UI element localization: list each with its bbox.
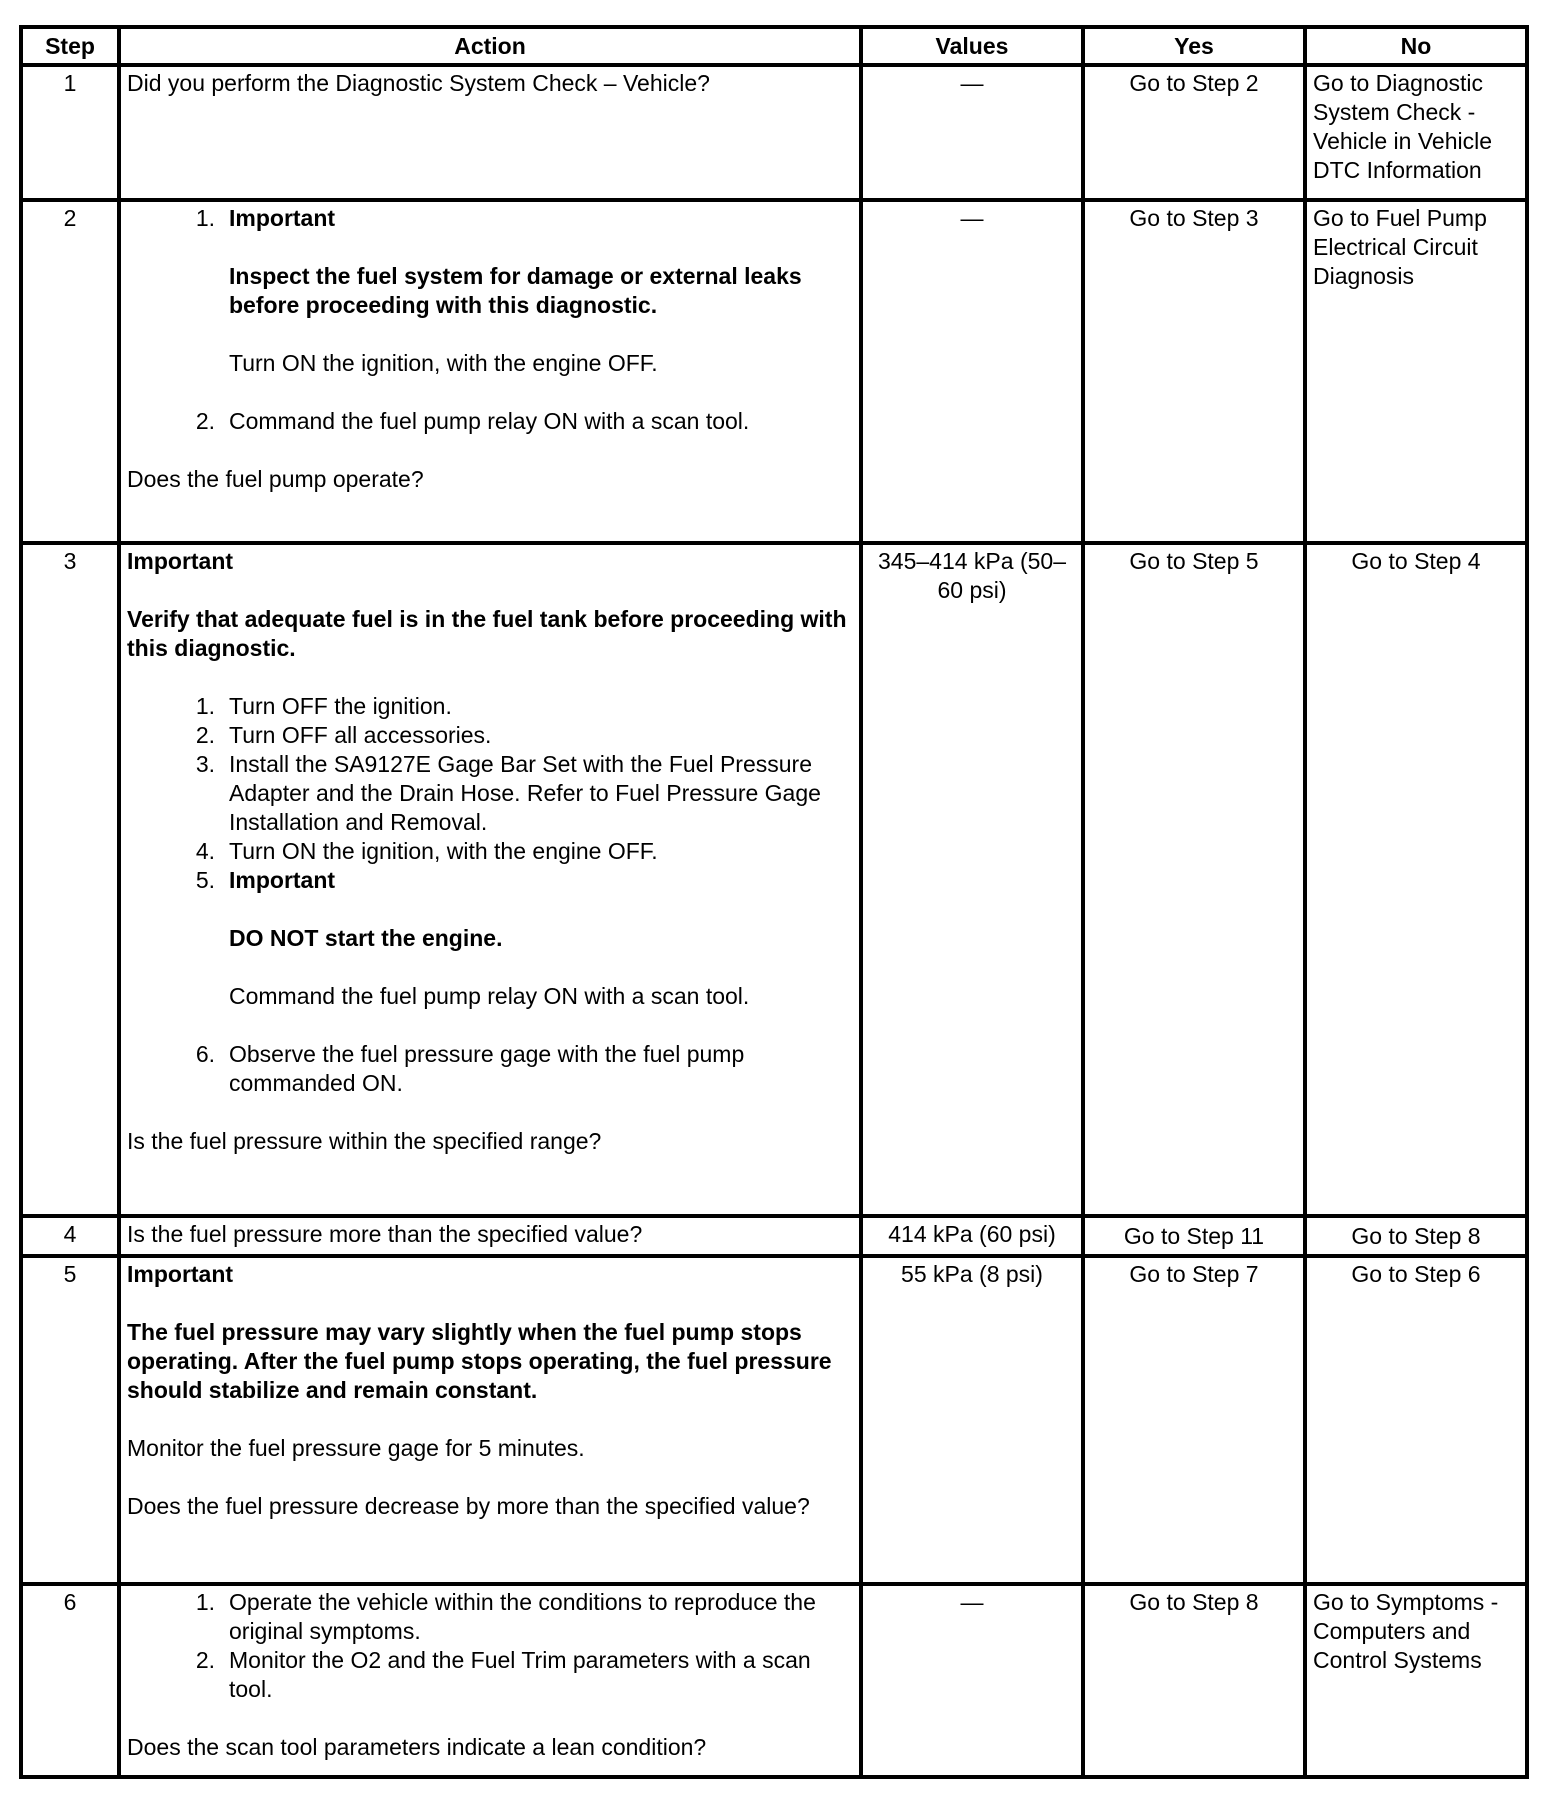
list-item-text: Turn OFF all accessories. xyxy=(229,722,492,748)
list-number: 1 . xyxy=(127,1588,229,1646)
action-cell xyxy=(119,65,861,200)
values-cell: — xyxy=(861,1584,1083,1777)
list-item xyxy=(127,866,853,895)
values-cell: 414 kPa (60 psi) xyxy=(861,1216,1083,1256)
action-question: Does the scan tool parameters indicate a lean condition? xyxy=(127,1734,707,1760)
list-number: 2 . xyxy=(127,721,229,750)
list-number: 1 . xyxy=(127,204,229,233)
step-number: 2 xyxy=(21,200,119,543)
no-cell: Go to Fuel Pump Electrical Circuit Diagnosis xyxy=(1305,200,1527,543)
list-item xyxy=(127,837,853,866)
no-cell: Go to Step 6 xyxy=(1305,1256,1527,1584)
list-number: 2 . xyxy=(127,1646,229,1704)
values-cell: 345–414 kPa (50–60 psi) xyxy=(861,543,1083,1216)
list-number: 2 . xyxy=(127,407,229,436)
important-warning: DO NOT start the engine. xyxy=(229,925,503,951)
yes-cell: Go to Step 7 xyxy=(1083,1256,1305,1584)
yes-cell: Go to Step 5 xyxy=(1083,543,1305,1216)
important-label: Important xyxy=(229,867,336,893)
no-cell: Go to Step 4 xyxy=(1305,543,1527,1216)
important-label: Important xyxy=(229,205,336,231)
list-item xyxy=(127,1588,853,1646)
list-item xyxy=(127,204,853,233)
header-step: Step xyxy=(21,27,119,65)
important-label: Important xyxy=(127,548,234,574)
header-no: No xyxy=(1305,27,1527,65)
values-cell: 55 kPa (8 psi) xyxy=(861,1256,1083,1584)
action-question: Did you perform the Diagnostic System Check – Vehicle? xyxy=(127,70,710,96)
list-item xyxy=(127,692,853,721)
important-warning: Inspect the fuel system for damage or external leaks before proceeding with this diagnostic. xyxy=(229,263,802,318)
table-row xyxy=(21,1256,1527,1584)
values-cell: — xyxy=(861,200,1083,543)
action-question: Is the fuel pressure within the specified range? xyxy=(127,1128,602,1154)
list-number: 4 . xyxy=(127,837,229,866)
step-number: 4 xyxy=(21,1216,119,1256)
important-warning: Verify that adequate fuel is in the fuel tank before proceeding with this diagnostic. xyxy=(127,606,847,661)
table-row xyxy=(21,65,1527,200)
list-item-text: Observe the fuel pressure gage with the fuel pump commanded ON. xyxy=(229,1041,745,1096)
list-number: 5 . xyxy=(127,866,229,895)
action-question: Is the fuel pressure more than the specified value? xyxy=(127,1221,643,1247)
action-cell xyxy=(119,200,861,543)
header-yes: Yes xyxy=(1083,27,1305,65)
header-row xyxy=(21,27,1527,65)
list-item-text: Command the fuel pump relay ON with a scan tool. xyxy=(229,408,750,434)
list-item xyxy=(127,407,853,436)
values-cell: — xyxy=(861,65,1083,200)
table-row xyxy=(21,200,1527,543)
list-number: 6 . xyxy=(127,1040,229,1098)
action-cell xyxy=(119,1256,861,1584)
yes-cell: Go to Step 8 xyxy=(1083,1584,1305,1777)
step-number: 3 xyxy=(21,543,119,1216)
header-action: Action xyxy=(119,27,861,65)
step-number: 5 xyxy=(21,1256,119,1584)
list-item-text: Operate the vehicle within the conditions to reproduce the original symptoms. xyxy=(229,1589,816,1644)
list-number: 1 . xyxy=(127,692,229,721)
list-item-text: Turn ON the ignition, with the engine OFF. xyxy=(229,838,658,864)
step-number: 1 xyxy=(21,65,119,200)
list-item-text: Monitor the O2 and the Fuel Trim parameters with a scan tool. xyxy=(229,1647,811,1702)
important-warning: The fuel pressure may vary slightly when the fuel pump stops operating. After the fuel pump stops operating, the fuel pressure should stabilize and remain constant. xyxy=(127,1319,832,1403)
action-text: Monitor the fuel pressure gage for 5 minutes. xyxy=(127,1435,585,1461)
list-item xyxy=(127,1646,853,1704)
action-question: Does the fuel pressure decrease by more than the specified value? xyxy=(127,1493,810,1519)
action-question: Does the fuel pump operate? xyxy=(127,466,424,492)
list-item-text: Command the fuel pump relay ON with a scan tool. xyxy=(229,983,750,1009)
yes-cell: Go to Step 3 xyxy=(1083,200,1305,543)
step-number: 6 xyxy=(21,1584,119,1777)
action-cell xyxy=(119,1216,861,1256)
action-cell xyxy=(119,543,861,1216)
list-item-text: Install the SA9127E Gage Bar Set with the Fuel Pressure Adapter and the Drain Hose. Refer to Fuel Pressure Gage Installation and Removal. xyxy=(229,751,821,835)
list-item xyxy=(127,750,853,837)
list-item-text: Turn ON the ignition, with the engine OFF. xyxy=(229,350,658,376)
list-item xyxy=(127,721,853,750)
table-row xyxy=(21,543,1527,1216)
important-label: Important xyxy=(127,1261,234,1287)
no-cell: Go to Diagnostic System Check - Vehicle in Vehicle DTC Information xyxy=(1305,65,1527,200)
table-row xyxy=(21,1216,1527,1256)
list-item xyxy=(127,1040,853,1098)
header-values: Values xyxy=(861,27,1083,65)
yes-cell: Go to Step 2 xyxy=(1083,65,1305,200)
list-item-text: Turn OFF the ignition. xyxy=(229,693,452,719)
diagnostic-table xyxy=(19,25,1529,1779)
table-row xyxy=(21,1584,1527,1777)
no-cell: Go to Step 8 xyxy=(1305,1216,1527,1256)
action-cell xyxy=(119,1584,861,1777)
list-number: 3 . xyxy=(127,750,229,837)
no-cell: Go to Symptoms - Computers and Control Systems xyxy=(1305,1584,1527,1777)
yes-cell: Go to Step 11 xyxy=(1083,1216,1305,1256)
